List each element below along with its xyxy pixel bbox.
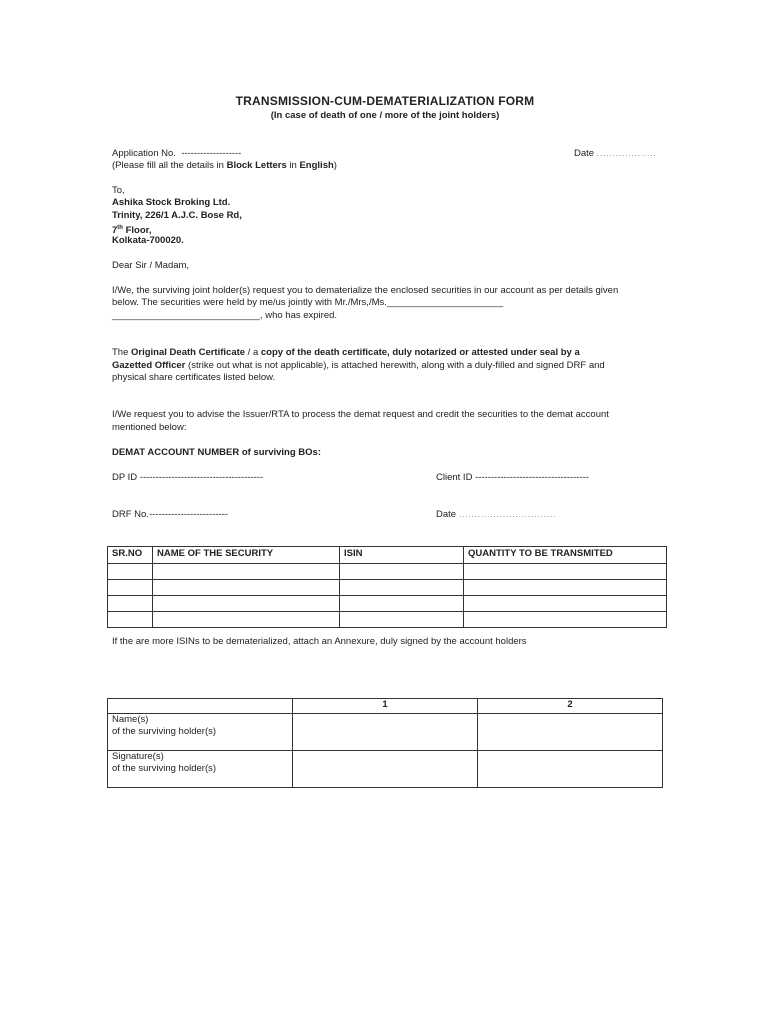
instruction-english: English [299,160,334,171]
header-holder-2: 2 [478,699,663,714]
cell[interactable] [464,564,667,580]
cell[interactable] [108,612,153,628]
date-label: Date [574,148,595,159]
cell[interactable] [108,596,153,612]
instruction-pre: (Please fill all the details in [112,160,227,171]
header-sr-no: SR.NO [108,547,153,564]
para2-mid: / a [245,347,261,358]
header-security-name: NAME OF THE SECURITY [153,547,340,564]
cell[interactable] [108,580,153,596]
para3-line1: I/We request you to advise the Issuer/RTA to process the demat request and credit the securities to the demat account [112,409,609,420]
cell[interactable] [464,612,667,628]
cell[interactable] [153,612,340,628]
instruction-block-letters: Block Letters [226,160,287,171]
application-label: Application No. [112,148,176,159]
signature-label-line2: of the surviving holder(s) [112,763,217,774]
para2-original-certificate: Original Death Certificate [131,347,246,358]
header-holder-1: 1 [293,699,478,714]
cell[interactable] [108,564,153,580]
header-blank [108,699,293,714]
drf-date-label: Date [436,509,457,520]
para2-pre: The [112,347,132,358]
cell[interactable] [153,564,340,580]
table-row [108,580,667,596]
holder-1-name-cell[interactable] [293,714,478,751]
form-title: TRANSMISSION-CUM-DEMATERIALIZATION FORM [235,94,535,108]
para2-line3: physical share certificates listed below. [112,372,276,383]
application-number [112,148,241,160]
table-row [108,596,667,612]
name-label-line2: of the surviving holder(s) [112,726,217,737]
cell[interactable] [340,612,464,628]
para1-line1: I/We, the surviving joint holder(s) request you to dematerialize the enclosed securities in our account as per details given [112,285,619,296]
securities-header-row [108,547,667,564]
name-label-line1: Name(s) [112,714,149,725]
drf-number-field: DRF No.------------------------- [112,509,229,520]
cell[interactable] [340,580,464,596]
holder-2-name-cell[interactable] [478,714,663,751]
address-line-1: Ashika Stock Broking Ltd. [112,197,231,208]
header-quantity: QUANTITY TO BE TRANSMITED [464,547,667,564]
cell[interactable] [153,580,340,596]
signature-label-line1: Signature(s) [112,751,164,762]
signature-table [107,698,663,788]
signature-header-row [108,699,663,714]
cell[interactable] [340,596,464,612]
para1-line2: below. The securities were held by me/us jointly with Mr./Mrs,/Ms.______________________ [112,297,504,308]
floor-label: Floor, [122,225,152,237]
cell[interactable] [464,596,667,612]
signature-row [108,751,663,788]
cell[interactable] [153,596,340,612]
table-row [108,612,667,628]
instruction-mid: in [286,160,300,171]
para2-post: (strike out what is not applicable), is attached herewith, along with a duly-filled and signed DRF and [185,360,605,371]
table-row [108,564,667,580]
demat-heading: DEMAT ACCOUNT NUMBER of surviving BOs: [112,447,321,458]
para2-copy-certificate: copy of the death certificate, duly notarized or attested under seal by a [260,347,580,358]
date-dots: ................... [596,148,657,159]
drf-date-field [436,509,556,521]
drf-date-dots: ............................... [458,509,557,520]
name-row-label [108,714,293,751]
application-dashes: ------------------- [181,148,242,159]
holder-1-signature-cell[interactable] [293,751,478,788]
signature-row-label [108,751,293,788]
to-label: To, [112,185,125,196]
cell[interactable] [464,580,667,596]
instruction-text [112,160,337,172]
header-isin: ISIN [340,547,464,564]
address-line-4: Kolkata-700020. [112,235,184,246]
address-line-2: Trinity, 226/1 A.J.C. Bose Rd, [112,210,242,221]
para1-line3: ____________________________, who has expired. [112,310,338,321]
salutation: Dear Sir / Madam, [112,260,190,271]
client-id-field: Client ID ------------------------------------ [436,472,589,483]
date-field [574,148,656,160]
floor-suffix: th [117,225,123,231]
cell[interactable] [340,564,464,580]
isin-note: If the are more ISINs to be dematerialized, attach an Annexure, duly signed by the account holders [112,636,527,647]
name-row [108,714,663,751]
para2-line2 [112,360,605,372]
holder-2-signature-cell[interactable] [478,751,663,788]
para3-line2: mentioned below: [112,422,187,433]
dp-id-field: DP ID --------------------------------------- [112,472,264,483]
para2-line1 [112,347,580,359]
form-subtitle: (In case of death of one / more of the joint holders) [270,110,500,121]
para2-gazetted-officer: Gazetted Officer [112,360,186,371]
securities-table [107,546,667,628]
instruction-post: ) [333,160,337,171]
floor-number: 7 [112,225,118,237]
